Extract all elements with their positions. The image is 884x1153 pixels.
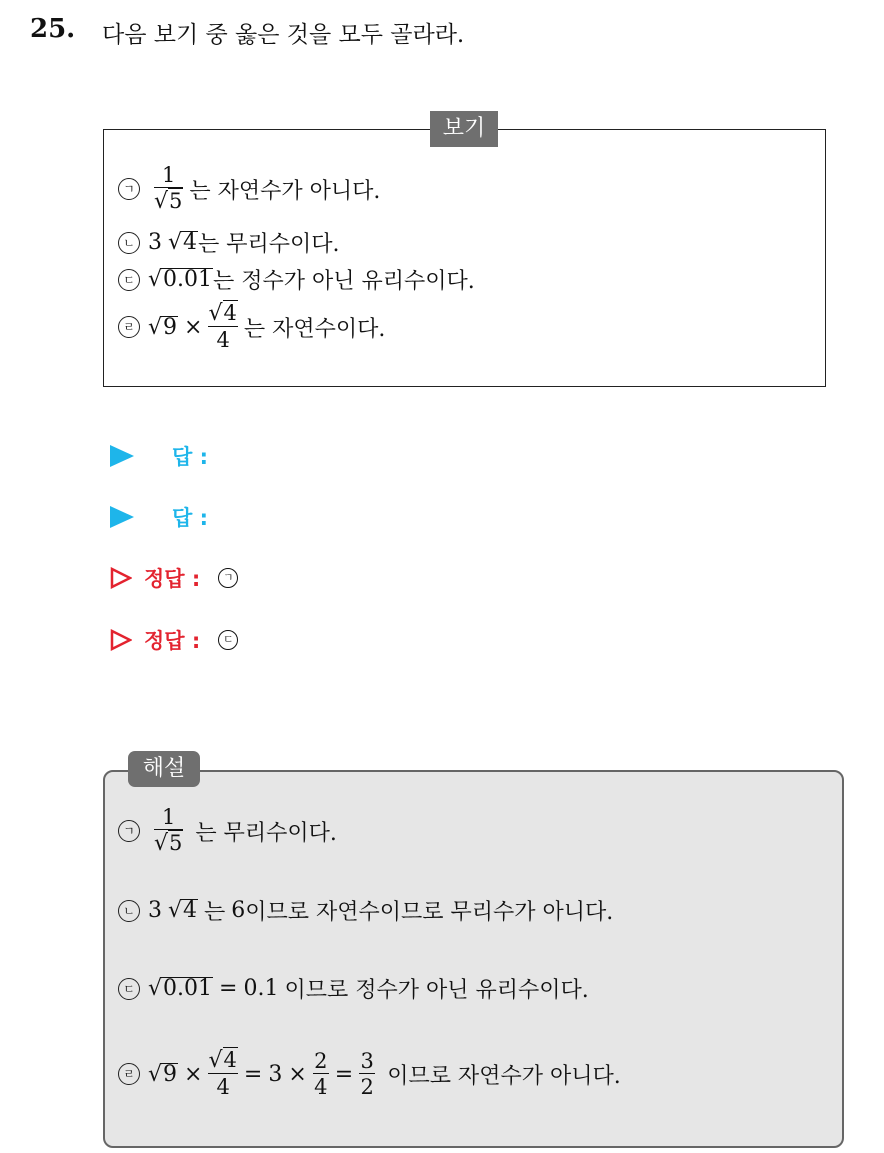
fraction: $\frac{√4}{4}$ — [208, 1048, 237, 1099]
numerator: 3 — [360, 1048, 374, 1073]
marker-circle: ㄷ — [118, 978, 140, 1000]
answer-label: 답 : — [172, 445, 208, 469]
red-triangle-outline-icon — [110, 567, 132, 589]
numerator: 2 — [314, 1048, 328, 1073]
marker-circle: ㄱ — [118, 178, 140, 200]
denominator: 4 — [314, 1074, 328, 1099]
correct-row-2 — [110, 625, 238, 655]
value-three: 3 — [268, 1061, 283, 1087]
times-sign: × — [184, 1061, 203, 1087]
blue-play-icon — [110, 445, 134, 467]
answer-row-1 — [110, 441, 208, 471]
statement-text: 는 자연수가 아니다. — [189, 178, 381, 204]
fraction: $\frac{1}{√5}$ — [154, 163, 183, 214]
marker-circle: ㄹ — [118, 316, 140, 338]
explanation-line-1 — [118, 805, 337, 857]
correct-label: 정답 : — [144, 629, 201, 653]
bogi-item-1 — [118, 163, 380, 215]
denominator: 4 — [216, 328, 230, 352]
times-sign: × — [184, 314, 203, 340]
numerator: 1 — [162, 805, 176, 829]
radicand: 0.01 — [163, 976, 213, 1001]
answer-label: 답 : — [172, 506, 208, 530]
statement-text: 는 자연수이다. — [243, 316, 386, 342]
statement-text: 는 무리수이다. — [198, 232, 340, 257]
denominator: 4 — [216, 1075, 230, 1099]
equals-sign: = — [243, 1061, 263, 1087]
coefficient: 3 — [148, 898, 162, 923]
marker-circle: ㄴ — [118, 900, 140, 922]
radicand: 9 — [163, 314, 178, 340]
explanation-text: 이므로 정수가 아닌 유리수이다. — [284, 978, 589, 1003]
marker-circle: ㄷ — [118, 269, 140, 291]
radicand: 0.01 — [163, 267, 213, 292]
radicand: 4 — [183, 898, 198, 923]
explanation-text: 는 무리수이다. — [195, 820, 337, 846]
explanation-line-2: ㄴ 3 √ 4 는 6 이므로 자연수이므로 무리수가 아니다. — [118, 895, 613, 926]
explanation-line-4: ㄹ √ 9 × $\frac{√4}{4}$ = 3 × $\frac{2}{4}$ = $\frac{3}{2}$ 이므로 자연수가 아니다. — [118, 1048, 621, 1100]
fraction — [313, 1049, 329, 1100]
marker-circle: ㄱ — [118, 820, 140, 842]
bogi-label: 보기 — [430, 111, 498, 147]
statement-text: 는 정수가 아닌 유리수이다. — [213, 269, 475, 294]
correct-answer-marker: ㄷ — [218, 630, 238, 650]
correct-row-1 — [110, 563, 238, 593]
explanation-text: 이므로 자연수이므로 무리수가 아니다. — [245, 900, 614, 925]
fraction: $\frac{√4}{4}$ — [208, 301, 237, 352]
bogi-item-4: ㄹ √ 9 × $\frac{√4}{4}$ 는 자연수이다. — [118, 301, 385, 353]
radicand: 9 — [163, 1061, 178, 1087]
fraction — [359, 1049, 375, 1100]
question-text: 다음 보기 중 옳은 것을 모두 골라라. — [102, 22, 465, 48]
fraction: $\frac{1}{√5}$ — [154, 805, 183, 856]
numerator: 1 — [162, 163, 176, 187]
coefficient: 3 — [148, 230, 162, 255]
bogi-item-3: ㄷ √ 0.01 는 정수가 아닌 유리수이다. — [118, 264, 475, 295]
times-sign: × — [288, 1061, 307, 1087]
answer-row-2 — [110, 502, 208, 532]
blue-play-icon — [110, 506, 134, 528]
radicand: 5 — [169, 831, 183, 855]
equals-sign: = — [334, 1061, 354, 1087]
radicand: 4 — [183, 230, 198, 255]
explanation-label: 해설 — [128, 751, 200, 787]
radicand: 4 — [223, 301, 237, 325]
radicand: 4 — [223, 1048, 237, 1072]
denominator: 2 — [360, 1074, 374, 1099]
marker-circle: ㄹ — [118, 1063, 140, 1085]
correct-answer-marker: ㄱ — [218, 568, 238, 588]
equals-sign: = — [219, 976, 238, 1001]
value: 0.1 — [243, 976, 279, 1001]
marker-circle: ㄴ — [118, 232, 140, 254]
radicand: 5 — [169, 189, 183, 213]
bogi-item-2: ㄴ 3 √ 4 는 무리수이다. — [118, 227, 340, 258]
red-triangle-outline-icon — [110, 629, 132, 651]
question-number: 25. — [30, 14, 76, 44]
correct-label: 정답 : — [144, 567, 201, 591]
value-six: 6 — [231, 898, 246, 923]
explanation-text: 이므로 자연수가 아니다. — [387, 1063, 621, 1089]
explanation-text: 는 — [204, 900, 226, 925]
explanation-line-3: ㄷ √ 0.01 = 0.1 이므로 정수가 아닌 유리수이다. — [118, 973, 589, 1004]
